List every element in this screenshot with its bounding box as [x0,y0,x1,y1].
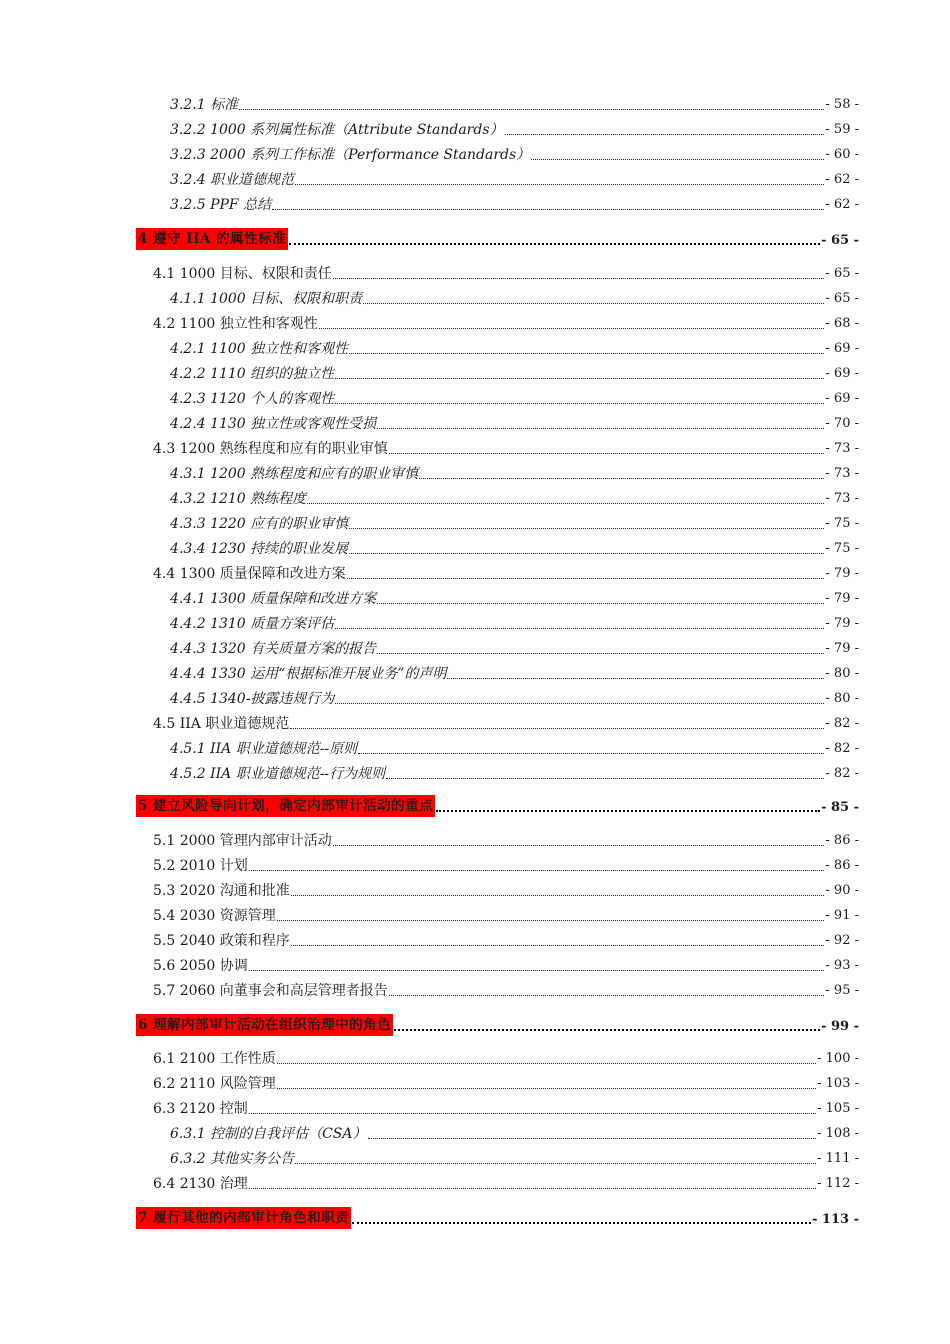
toc-entry[interactable] [153,436,859,458]
toc-dot-leader [531,158,824,160]
toc-entry-title: 4.2.1 1100 独立性和客观性 [170,341,349,357]
toc-page-number: - 99 - [821,1019,859,1034]
toc-page-number: - 69 - [825,341,859,356]
toc-entry-title: 4.1.1 1000 目标、权限和职责 [170,291,363,307]
toc-entry[interactable] [153,261,859,283]
toc-entry-title: 4.1 1000 目标、权限和责任 [153,266,332,282]
toc-entry[interactable] [170,611,859,633]
toc-dot-leader [349,352,824,354]
toc-page-number: - 68 - [825,316,859,331]
toc-dot-leader [249,1187,816,1189]
toc-entry-title: 5.2 2010 计划 [153,858,248,874]
toc-entry-title: 4.3.1 1200 熟练程度和应有的职业审慎 [170,466,419,482]
toc-page-number: - 95 - [825,983,859,998]
toc-dot-leader [377,427,824,429]
toc-entry[interactable] [170,636,859,658]
toc-entry[interactable] [153,903,859,925]
toc-entry[interactable] [153,1096,859,1118]
toc-dot-leader [290,727,824,729]
toc-page-number: - 111 - [817,1151,859,1166]
toc-dot-leader [436,809,820,812]
toc-entry-title: 6.2 2110 风险管理 [153,1076,276,1092]
toc-dot-leader [249,869,825,871]
toc-page-number: - 91 - [825,908,859,923]
toc-dot-leader [335,402,824,404]
toc-entry-title: 6.3.1 控制的自我评估（CSA） [170,1126,367,1142]
toc-entry[interactable] [170,361,859,383]
toc-dot-leader [295,183,824,185]
toc-entry-title: 4.4.3 1320 有关质量方案的报告 [170,641,377,657]
toc-entry[interactable] [170,336,859,358]
toc-chapter-entry[interactable] [136,793,859,817]
toc-dot-leader [277,1087,816,1089]
toc-entry-title: 4.3.3 1220 应有的职业审慎 [170,516,349,532]
toc-entry-title: 4.5 IIA 职业道德规范 [153,716,290,732]
toc-dot-leader [363,302,824,304]
toc-page-number: - 79 - [825,591,859,606]
toc-entry[interactable] [170,761,859,783]
toc-page-number: - 79 - [825,566,859,581]
toc-entry-title: 5.1 2000 管理内部审计活动 [153,833,332,849]
toc-entry-title: 4.5.2 IIA 职业道德规范--行为规则 [170,766,386,782]
toc-dot-leader [335,702,824,704]
toc-dot-leader [319,327,825,329]
toc-page-number: - 82 - [825,766,859,781]
toc-page-number: - 82 - [825,741,859,756]
toc-entry[interactable] [153,953,859,975]
toc-entry-title: 6.1 2100 工作性质 [153,1051,276,1067]
toc-dot-leader [505,133,825,135]
toc-entry[interactable] [153,853,859,875]
toc-entry-title: 4.4.4 1330 运用“根据标准开展业务”的声明 [170,666,447,682]
toc-dot-leader [291,894,825,896]
toc-page-number: - 79 - [825,616,859,631]
toc-entry[interactable] [153,978,859,1000]
toc-page-number: - 103 - [817,1076,859,1091]
toc-page-number: - 70 - [825,416,859,431]
toc-page-number: - 105 - [817,1101,859,1116]
toc-entry-title: 5.4 2030 资源管理 [153,908,276,924]
toc-page-number: - 100 - [817,1051,859,1066]
toc-entry-title: 4.3.2 1210 熟练程度 [170,491,307,507]
toc-entry-title: 5.7 2060 向董事会和高层管理者报告 [153,983,388,999]
toc-dot-leader [333,277,825,279]
toc-entry-title: 5.6 2050 协调 [153,958,248,974]
toc-dot-leader [447,677,824,679]
toc-entry-title: 4.2.3 1120 个人的客观性 [170,391,335,407]
toc-page-number: - 113 - [812,1212,859,1227]
toc-dot-leader [377,652,824,654]
toc-page-number: - 75 - [825,516,859,531]
toc-dot-leader [289,242,820,245]
toc-entry[interactable] [170,461,859,483]
toc-entry-title: 4.3.4 1230 持续的职业发展 [170,541,349,557]
toc-dot-leader [349,552,824,554]
toc-entry[interactable] [170,736,859,758]
toc-entry[interactable] [170,1146,859,1168]
toc-page-number: - 69 - [825,391,859,406]
toc-page-number: - 62 - [825,172,859,187]
toc-page-number: - 93 - [825,958,859,973]
toc-dot-leader [389,994,825,996]
toc-entry-title: 5.3 2020 沟通和批准 [153,883,290,899]
toc-entry[interactable] [170,511,859,533]
toc-entry[interactable] [170,411,859,433]
toc-entry-title: 3.2.2 1000 系列属性标准（Attribute Standards） [170,122,504,138]
toc-entry[interactable] [170,661,859,683]
toc-page-number: - 69 - [825,366,859,381]
toc-entry-title: 6.3 2120 控制 [153,1101,248,1117]
toc-page-number: - 80 - [825,666,859,681]
toc-entry[interactable] [153,878,859,900]
toc-dot-leader [333,844,825,846]
toc-dot-leader [249,969,825,971]
toc-entry[interactable] [170,386,859,408]
toc-entry-title: 6 理解内部审计活动在组织治理中的角色 [136,1014,393,1036]
toc-entry[interactable] [153,1171,859,1193]
toc-entry[interactable] [170,167,859,189]
toc-dot-leader [389,452,825,454]
toc-page-number: - 86 - [825,858,859,873]
toc-entry-title: 3.2.5 PPF 总结 [170,197,272,213]
toc-entry-title: 3.2.3 2000 系列工作标准（Performance Standards） [170,147,531,163]
toc-entry-title: 4.3 1200 熟练程度和应有的职业审慎 [153,441,388,457]
toc-page-number: - 73 - [825,466,859,481]
toc-dot-leader [335,627,824,629]
toc-entry[interactable] [170,142,859,164]
toc-page-number: - 59 - [825,122,859,137]
toc-page-number: - 73 - [825,441,859,456]
toc-entry-title: 4 遵守 IIA 的属性标准 [136,228,288,250]
toc-entry[interactable] [170,286,859,308]
toc-dot-leader [272,208,824,210]
toc-page-number: - 80 - [825,691,859,706]
toc-dot-leader [377,602,824,604]
toc-entry[interactable] [153,928,859,950]
toc-dot-leader [277,1062,816,1064]
toc-page-number: - 86 - [825,833,859,848]
toc-dot-leader [307,502,824,504]
toc-entry-title: 4.5.1 IIA 职业道德规范--原则 [170,741,358,757]
toc-entry[interactable] [170,192,859,214]
toc-page-number: - 65 - [821,233,859,248]
toc-entry[interactable] [153,711,859,733]
toc-page-number: - 92 - [825,933,859,948]
toc-entry[interactable] [170,486,859,508]
toc-chapter-entry[interactable] [136,1205,859,1229]
toc-entry-title: 4.2 1100 独立性和客观性 [153,316,318,332]
toc-chapter-entry[interactable] [136,1012,859,1036]
toc-dot-leader [386,777,824,779]
toc-entry[interactable] [153,1046,859,1068]
toc-entry-title: 4.4 1300 质量保障和改进方案 [153,566,346,582]
toc-page-number: - 65 - [825,266,859,281]
toc-entry-title: 4.2.4 1130 独立性或客观性受损 [170,416,377,432]
toc-entry[interactable] [170,686,859,708]
toc-page-number: - 65 - [825,291,859,306]
toc-dot-leader [347,577,825,579]
toc-page-number: - 90 - [825,883,859,898]
toc-dot-leader [349,527,824,529]
toc-page-number: - 82 - [825,716,859,731]
toc-entry[interactable] [170,586,859,608]
toc-entry[interactable] [153,1071,859,1093]
toc-dot-leader [352,1221,811,1224]
toc-entry-title: 3.2.4 职业道德规范 [170,172,295,188]
toc-dot-leader [358,752,824,754]
toc-dot-leader [419,477,824,479]
toc-page-number: - 85 - [821,800,859,815]
toc-entry-title: 6.4 2130 治理 [153,1176,248,1192]
toc-entry[interactable] [153,828,859,850]
toc-entry[interactable] [170,1121,859,1143]
toc-entry[interactable] [153,311,859,333]
toc-dot-leader [291,944,825,946]
toc-dot-leader [394,1028,820,1031]
toc-page-number: - 79 - [825,641,859,656]
toc-page-number: - 62 - [825,197,859,212]
toc-entry-title: 4.4.5 1340-披露违规行为 [170,691,335,707]
toc-page-number: - 112 - [817,1176,859,1191]
toc-entry[interactable] [170,536,859,558]
toc-entry-title: 4.4.2 1310 质量方案评估 [170,616,335,632]
toc-entry[interactable] [153,561,859,583]
toc-dot-leader [368,1137,817,1139]
toc-dot-leader [277,919,825,921]
toc-entry-title: 4.2.2 1110 组织的独立性 [170,366,335,382]
toc-dot-leader [335,377,824,379]
toc-page-number: - 73 - [825,491,859,506]
toc-entry-title: 5 建立风险导向计划，确定内部审计活动的重点 [136,795,435,817]
toc-entry-title: 4.4.1 1300 质量保障和改进方案 [170,591,377,607]
toc-dot-leader [249,1112,816,1114]
toc-page-number: - 75 - [825,541,859,556]
toc-dot-leader [239,108,824,110]
toc-page-number: - 58 - [825,97,859,112]
toc-entry-title: 5.5 2040 政策和程序 [153,933,290,949]
toc-entry[interactable] [170,117,859,139]
toc-page-number: - 60 - [825,147,859,162]
toc-entry[interactable] [170,92,859,114]
toc-entry-title: 3.2.1 标准 [170,97,239,113]
toc-page-number: - 108 - [817,1126,859,1141]
toc-entry-title: 6.3.2 其他实务公告 [170,1151,295,1167]
toc-entry-title: 7 履行其他的内部审计角色和职责 [136,1207,351,1229]
toc-chapter-entry[interactable] [136,226,859,250]
toc-dot-leader [295,1162,816,1164]
